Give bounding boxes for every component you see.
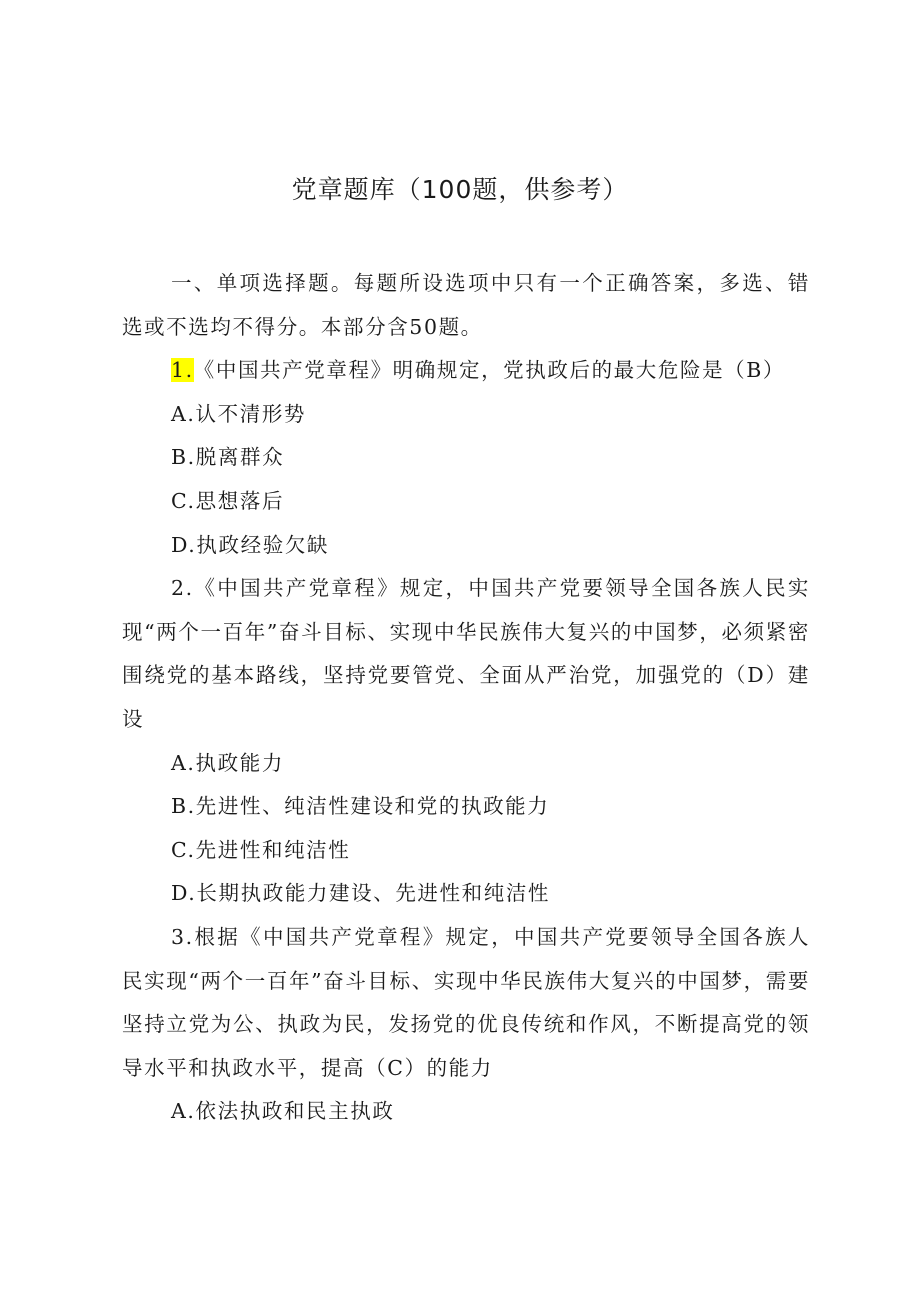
question-number: 3. bbox=[171, 924, 194, 949]
question-stem bbox=[122, 349, 810, 393]
option-a: A.执政能力 bbox=[171, 750, 284, 775]
question-text: 《中国共产党章程》明确规定，党执政后的最大危险是（B） bbox=[193, 358, 786, 383]
question-number: 2. bbox=[171, 576, 194, 601]
document-body bbox=[122, 262, 810, 1134]
option-c: C.先进性和纯洁性 bbox=[171, 837, 351, 862]
option-a: A.认不清形势 bbox=[171, 401, 307, 426]
question-text: 《中国共产党章程》规定，中国共产党要领导全国各族人民实现“两个一百年”奋斗目标、实现中华民族伟大复兴的中国梦，必须紧密围绕党的基本路线，坚持党要管党、全面从严治党，加强党的（D）建设 bbox=[122, 576, 810, 731]
option-d: D.长期执政能力建设、先进性和纯洁性 bbox=[171, 881, 551, 906]
question-number-highlighted: 1. bbox=[171, 358, 194, 383]
question-2 bbox=[122, 567, 810, 916]
question-3 bbox=[122, 916, 810, 1134]
question-stem bbox=[122, 916, 810, 1090]
option-d: D.执政经验欠缺 bbox=[171, 532, 330, 557]
option-b: B.脱离群众 bbox=[171, 445, 285, 470]
section-intro: 一、单项选择题。每题所设选项中只有一个正确答案，多选、错选或不选均不得分。本部分含50题。 bbox=[122, 271, 810, 339]
page-title: 党章题库（100题，供参考） bbox=[291, 175, 629, 204]
option-b: B.先进性、纯洁性建设和党的执政能力 bbox=[171, 794, 550, 819]
option-a: A.依法执政和民主执政 bbox=[171, 1099, 395, 1124]
question-stem bbox=[122, 567, 810, 741]
question-1 bbox=[122, 349, 810, 567]
question-text: 根据《中国共产党章程》规定，中国共产党要领导全国各族人民实现“两个一百年”奋斗目标、实现中华民族伟大复兴的中国梦，需要坚持立党为公、执政为民，发扬党的优良传统和作风，不断提高党的领导水平和执政水平，提高（C）的能力 bbox=[122, 924, 810, 1080]
option-c: C.思想落后 bbox=[171, 488, 285, 513]
